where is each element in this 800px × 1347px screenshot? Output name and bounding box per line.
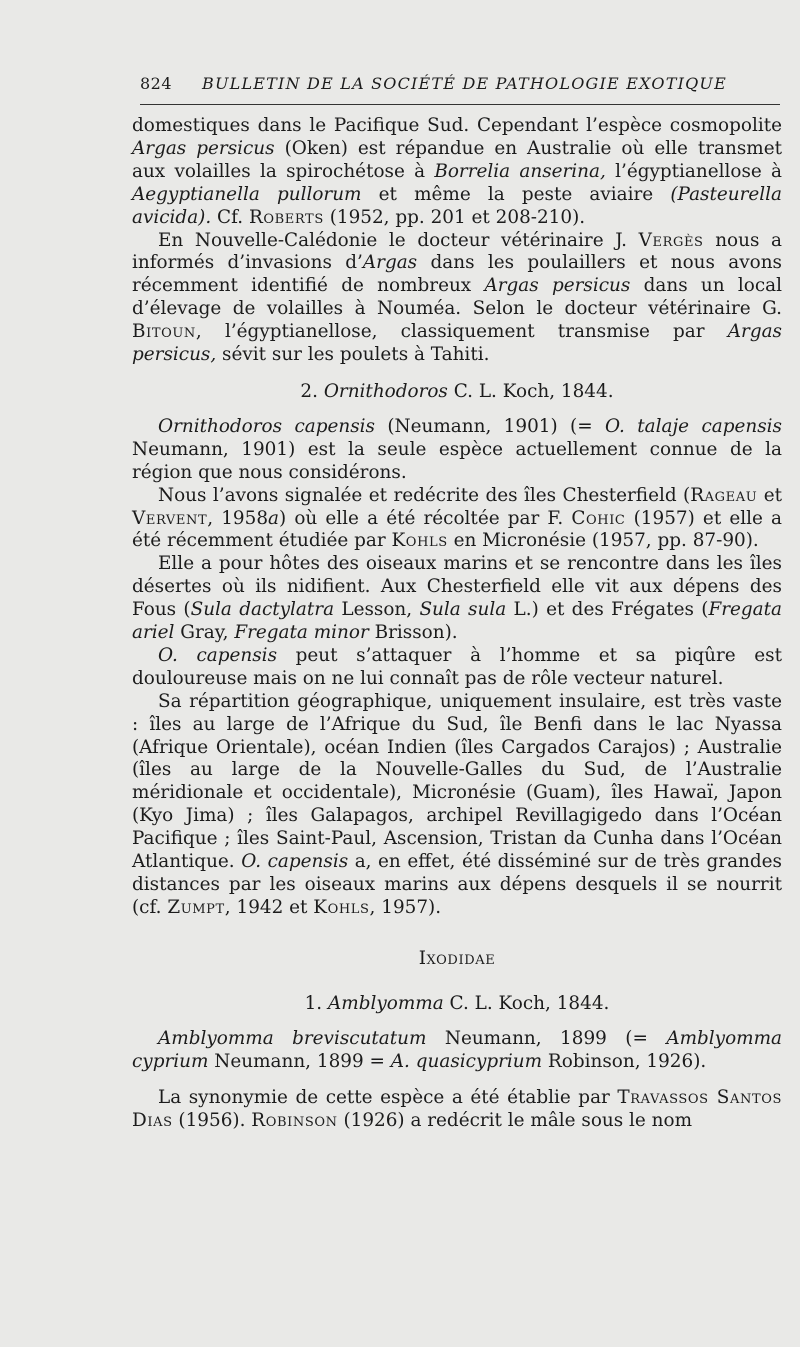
- paragraph-2: En Nouvelle-Calédonie le docteur vétérinaire J. Vergès nous a informés d’invasions d’Argas dans les poulaillers et nous avons récemment identifié de nombreux Argas persicus dans un local d’élevage de volailles à Nouméa. Selon le docteur vétérinaire G. Bitoun, l’égyptianellose, classiquement transmise par Argas persicus, sévit sur les poulets à Tahiti.: [132, 229, 782, 366]
- paragraph-7: Sa répartition géographique, uniquement insulaire, est très vaste : îles au large de l’Afrique du Sud, île Benfi dans le lac Nyassa (Afrique Orientale), océan Indien (îles Cargados Carajos) ; Australie (îles au large de la Nouvelle-Galles du Sud, de l’Australie méridionale et occidentale), Micronésie (Guam), îles Hawaï, Japon (Kyo Jima) ; îles Galapagos, archipel Revillagigedo dans l’Océan Pacifique ; îles Saint-Paul, Ascension, Tristan da Cunha dans l’Océan Atlantique. O. capensis a, en effet, été disséminé sur de très grandes distances par les oiseaux marins aux dépens desquels il se nourrit (cf. Zumpt, 1942 et Kohls, 1957).: [132, 690, 782, 918]
- paragraph-6: O. capensis peut s’attaquer à l’homme et sa piqûre est douloureuse mais on ne lui connaît pas de rôle vecteur naturel.: [132, 644, 782, 689]
- paragraph-9: La synonymie de cette espèce a été établie par Travassos Santos Dias (1956). Robinson (1926) a redécrit le mâle sous le nom: [132, 1087, 782, 1132]
- paragraph-4: Nous l’avons signalée et redécrite des îles Chesterfield (Rageau et Vervent, 1958a) où elle a été récoltée par F. Cohic (1957) et elle a été récemment étudiée par Kohls en Micronésie (1957, pp. 87-90).: [132, 484, 783, 552]
- family-heading: Ixodidae: [418, 947, 496, 969]
- section-heading-ornithodoros: 2. Ornithodoros C. L. Koch, 1844.: [300, 380, 614, 402]
- paragraph-5: Elle a pour hôtes des oiseaux marins et se rencontre dans les îles désertes où ils nidifient. Aux Chesterfield elle vit aux dépens des Fous (Sula dactylatra Lesson, Sula sula L.) et des Frégates (Fregata ariel Gray, Fregata minor Brisson).: [132, 553, 782, 644]
- running-title: BULLETIN DE LA SOCIÉTÉ DE PATHOLOGIE EXOTIQUE: [202, 74, 727, 93]
- page-number: 824: [140, 74, 173, 93]
- paragraph-3: Ornithodoros capensis (Neumann, 1901) (= O. talaje capensis Neumann, 1901) est la seule espèce actuellement connue de la région que nous considérons.: [132, 415, 782, 483]
- header-rule: [140, 104, 780, 105]
- paragraph-8: Amblyomma breviscutatum Neumann, 1899 (= Amblyomma cyprium Neumann, 1899 = A. quasicyprium Robinson, 1926).: [132, 1027, 782, 1072]
- section-heading-amblyomma: 1. Amblyomma C. L. Koch, 1844.: [304, 992, 610, 1014]
- paragraph-1: domestiques dans le Pacifique Sud. Cependant l’espèce cosmopolite Argas persicus (Oken) est répandue en Australie où elle transmet aux volailles la spirochétose à Borrelia anserina, l’égyptianellose à Aegyptianella pullorum et même la peste aviaire (Pasteurella avicida). Cf. Roberts (1952, pp. 201 et 208-210).: [132, 115, 782, 228]
- body-text: [132, 115, 782, 1133]
